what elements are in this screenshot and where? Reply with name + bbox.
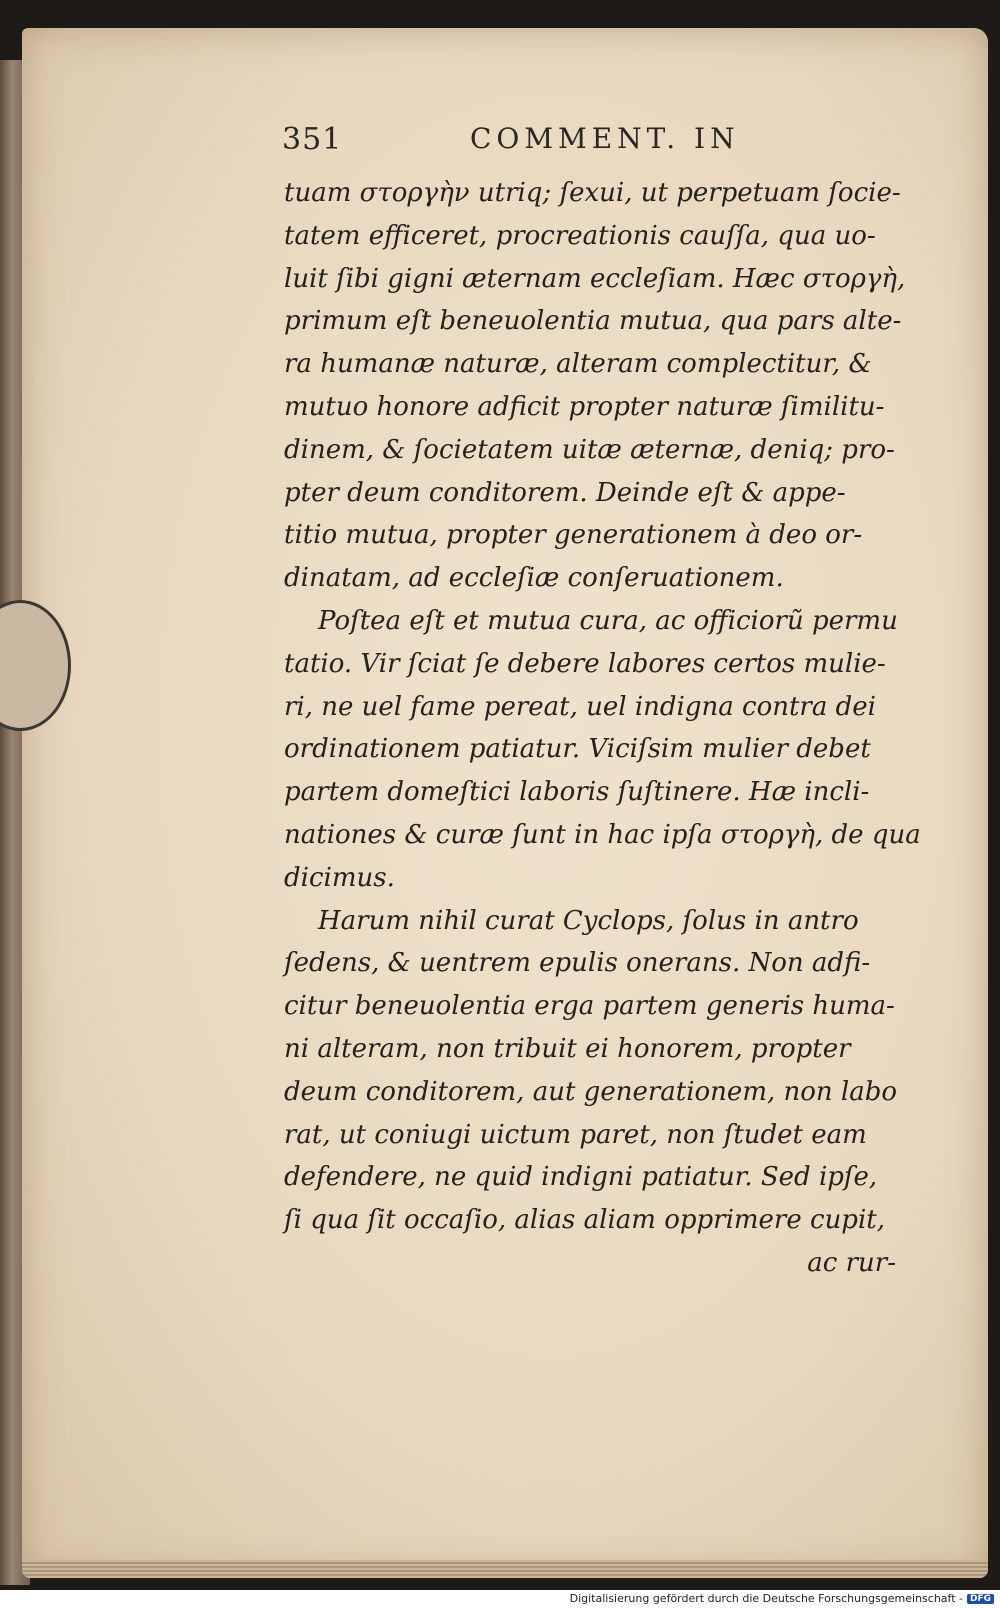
text-line: ſi qua ſit occaſio, alias aliam opprimere cupit, (284, 1205, 885, 1236)
body-text (284, 172, 921, 1285)
text-line: mutuo honore adficit propter naturæ ſimilitu- (284, 391, 885, 422)
text-line: nationes & curæ ſunt in hac ipſa στοργὴ, de qua (284, 819, 921, 850)
text-line: ordinationem patiatur. Viciſsim mulier debet (284, 734, 871, 765)
running-head (282, 122, 802, 162)
text-line: dinem, & ſocietatem uitæ æternæ, deniq; pro- (284, 434, 895, 465)
text-line: dinatam, ad eccleſiæ conſeruationem. (284, 563, 784, 594)
running-title: COMMENT. IN (470, 122, 740, 155)
text-line: rat, ut coniugi uictum paret, non ſtudet eam (284, 1119, 867, 1150)
text-line: primum eſt beneuolentia mutua, qua pars alte- (284, 306, 902, 337)
text-line: tatio. Vir ſciat ſe debere labores certos mulie- (284, 648, 886, 679)
page-number: 351 (282, 122, 343, 157)
text-line: dicimus. (284, 862, 395, 893)
text-line: luit ſibi gigni æternam eccleſiam. Hæc στοργὴ, (284, 263, 906, 294)
text-line: ra humanæ naturæ, alteram complectitur, & (284, 349, 872, 380)
text-line: Poſtea eſt et mutua cura, ac officiorũ permu (318, 605, 898, 636)
text-line: ni alteram, non tribuit ei honorem, propter (284, 1033, 851, 1064)
digitization-credit (570, 1592, 994, 1605)
text-line: tuam στοργὴν utriq; ſexui, ut perpetuam ſocie- (284, 178, 901, 208)
text-line: tatem efficeret, procreationis cauſſa, qua uo- (284, 220, 876, 251)
text-line: titio mutua, propter generationem à deo or- (284, 520, 863, 551)
catchword: ac rur- (807, 1247, 896, 1278)
text-line: deum conditorem, aut generationem, non labo (284, 1076, 898, 1107)
text-line: Harum nihil curat Cyclops, ſolus in antro (318, 905, 859, 936)
text-line: citur beneuolentia erga partem generis huma- (284, 991, 895, 1022)
text-line: partem domeſtici laboris ſuſtinere. Hæ incli- (284, 777, 870, 808)
text-line: ſedens, & uentrem epulis onerans. Non adfi- (284, 948, 871, 979)
text-line: ri, ne uel fame pereat, uel indigna contra dei (284, 691, 876, 722)
page-edge (22, 1560, 988, 1578)
credit-text: Digitalisierung gefördert durch die Deutsche Forschungsgemeinschaft - (569, 1592, 963, 1605)
dfg-logo-icon: DFG (967, 1594, 994, 1604)
text-line: pter deum conditorem. Deinde eſt & appe- (284, 477, 846, 508)
text-line: defendere, ne quid indigni patiatur. Sed ipſe, (284, 1162, 878, 1193)
